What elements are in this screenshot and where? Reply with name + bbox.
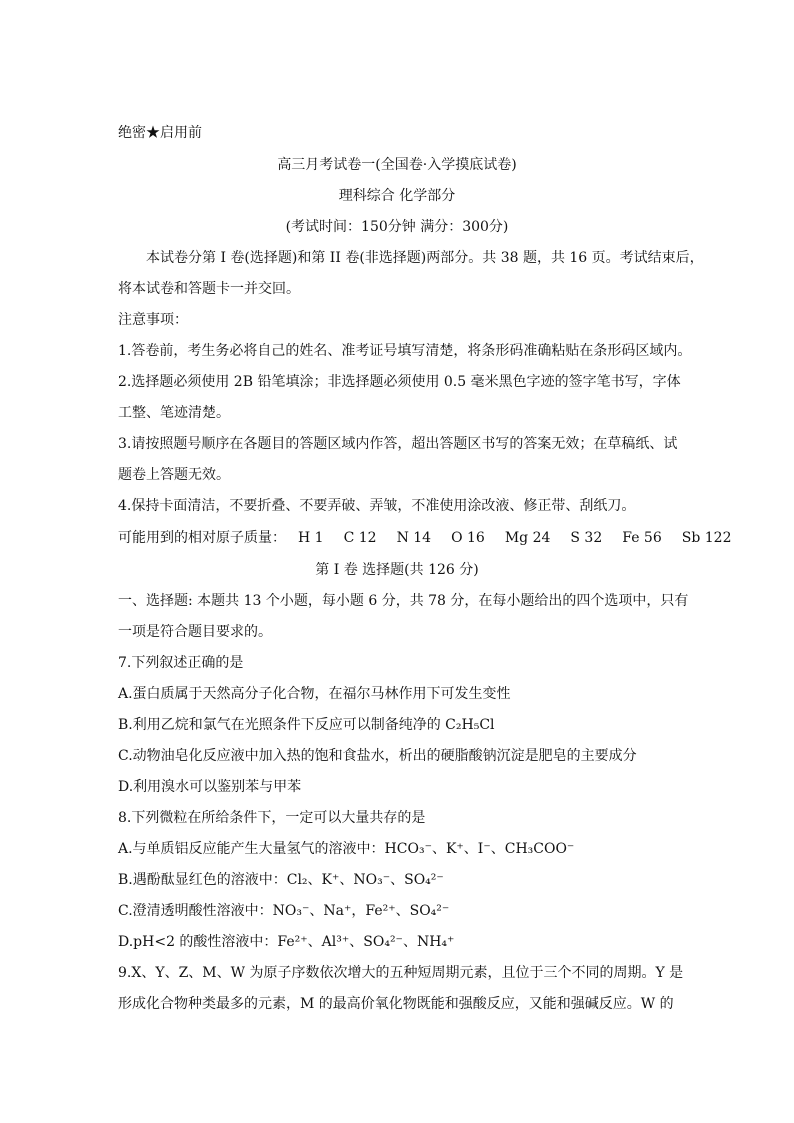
intro-line-2: 将本试卷和答题卡一并交回。 <box>118 281 300 297</box>
q9-line-2: 形成化合物种类最多的元素，M 的最高价氧化物既能和强酸反应，又能和强碱反应。W 的 <box>118 996 674 1012</box>
note-3a: 3.请按照题号顺序在各题目的答题区域内作答，超出答题区书写的答案无效；在草稿纸、试 <box>118 436 678 452</box>
q8-stem: 8.下列微粒在所给条件下，一定可以大量共存的是 <box>118 810 426 826</box>
q7-stem: 7.下列叙述正确的是 <box>118 655 244 671</box>
atomic-mass-label: 可能用到的相对原子质量： <box>118 530 286 546</box>
q7-option-b: B.利用乙烷和氯气在光照条件下反应可以制备纯净的 C₂H₅Cl <box>118 717 495 733</box>
exam-title: 高三月考试卷一(全国卷·入学摸底试卷) <box>277 157 517 173</box>
q8-option-a: A.与单质铝反应能产生大量氢气的溶液中：HCO₃⁻、K⁺、I⁻、CH₃COO⁻ <box>118 841 575 857</box>
atomic-mass-item: Fe 56 <box>622 530 662 546</box>
atomic-mass-item: C 12 <box>343 530 377 546</box>
atomic-mass-item: S 32 <box>570 530 603 546</box>
intro-line-1: 本试卷分第 I 卷(选择题)和第 II 卷(非选择题)两部分。共 38 题，共 16 页。考试结束后， <box>146 250 704 266</box>
notes-heading: 注意事项： <box>118 312 188 328</box>
part1-title: 第 I 卷 选择题(共 126 分) <box>315 562 479 578</box>
note-4: 4.保持卡面清洁，不要折叠、不要弄破、弄皱，不准使用涂改液、修正带、刮纸刀。 <box>118 498 636 514</box>
q9-line-1: 9.X、Y、Z、M、W 为原子序数依次增大的五种短周期元素，且位于三个不同的周期。Y 是 <box>118 965 684 981</box>
note-3b: 题卷上答题无效。 <box>118 467 230 483</box>
exam-subtitle: 理科综合 化学部分 <box>338 188 456 204</box>
q7-option-c: C.动物油皂化反应液中加入热的饱和食盐水，析出的硬脂酸钠沉淀是肥皂的主要成分 <box>118 748 637 764</box>
part1-desc-1: 一、选择题: 本题共 13 个小题，每小题 6 分，共 78 分，在每小题给出的四个选项中，只有 <box>118 593 689 609</box>
part1-desc-2: 一项是符合题目要求的。 <box>118 624 272 640</box>
q8-option-c: C.澄清透明酸性溶液中：NO₃⁻、Na⁺，Fe²⁺、SO₄²⁻ <box>118 903 450 919</box>
q8-option-d: D.pH<2 的酸性溶液中：Fe²⁺、Al³⁺、SO₄²⁻、NH₄⁺ <box>118 934 455 950</box>
q7-option-a: A.蛋白质属于天然高分子化合物，在福尔马林作用下可发生变性 <box>118 686 511 702</box>
atomic-mass-item: N 14 <box>396 530 432 546</box>
note-1: 1.答卷前，考生务必将自己的姓名、准考证号填写清楚，将条形码准确粘贴在条形码区域内。 <box>118 343 692 359</box>
exam-time-info: (考试时间：150分钟 满分：300分) <box>285 219 509 235</box>
atomic-mass-item: O 16 <box>451 530 485 546</box>
note-2b: 工整、笔迹清楚。 <box>118 405 230 421</box>
atomic-mass-row <box>118 528 751 548</box>
atomic-mass-item: Sb 122 <box>681 530 732 546</box>
atomic-mass-item: H 1 <box>298 530 324 546</box>
note-2a: 2.选择题必须使用 2B 铅笔填涂；非选择题必须使用 0.5 毫米黑色字迹的签字笔书写，字体 <box>118 374 681 390</box>
secret-label: 绝密★启用前 <box>118 125 202 141</box>
q7-option-d: D.利用溴水可以鉴别苯与甲苯 <box>118 779 302 795</box>
atomic-mass-item: Mg 24 <box>504 530 551 546</box>
q8-option-b: B.遇酚酞显红色的溶液中：Cl₂、K⁺、NO₃⁻、SO₄²⁻ <box>118 872 444 888</box>
